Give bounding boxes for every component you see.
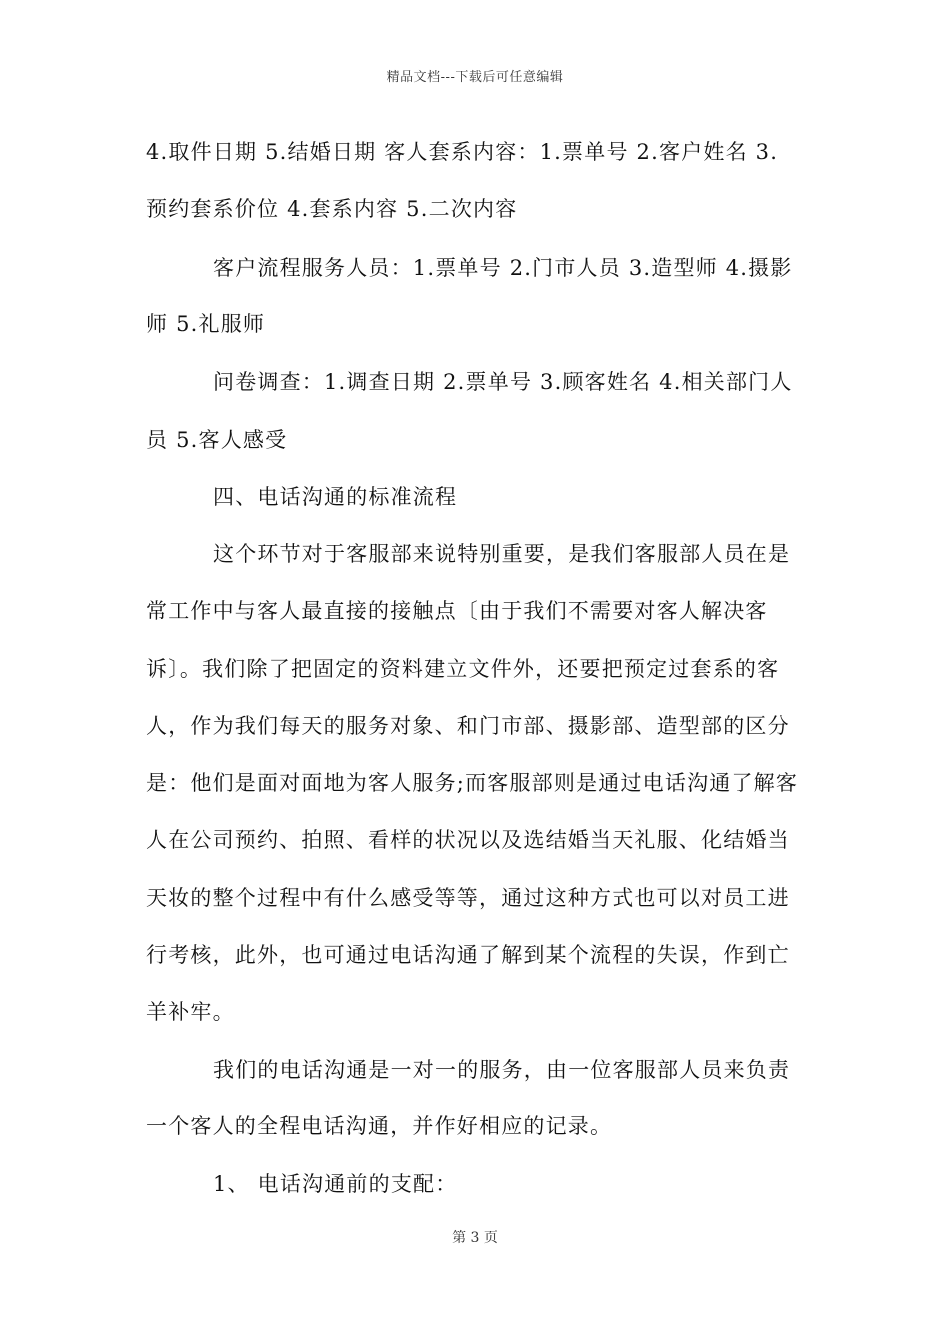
text-line: 员 5.客人感受	[146, 428, 288, 452]
page-header: 精品文档---下载后可任意编辑	[386, 70, 564, 85]
list-item-heading: 1、 电话沟通前的支配：	[213, 1172, 458, 1196]
text-line: 这个环节对于客服部来说特别重要，是我们客服部人员在是	[213, 542, 791, 566]
text-line: 行考核，此外，也可通过电话沟通了解到某个流程的失误，作到亡	[146, 943, 790, 967]
text-line: 诉〕。我们除了把固定的资料建立文件外，还要把预定过套系的客	[146, 657, 780, 681]
page-number: 第 3 页	[452, 1230, 498, 1246]
text-line: 预约套系价位 4.套系内容 5.二次内容	[146, 197, 518, 221]
text-line: 人在公司预约、拍照、看样的状况以及选结婚当天礼服、化结婚当	[146, 828, 790, 852]
text-line: 4.取件日期 5.结婚日期 客人套系内容：1.票单号 2.客户姓名 3.	[146, 140, 779, 164]
section-heading: 四、电话沟通的标准流程	[213, 485, 458, 509]
text-line: 我们的电话沟通是一对一的服务，由一位客服部人员来负责	[213, 1058, 791, 1082]
text-line: 一个客人的全程电话沟通，并作好相应的记录。	[146, 1114, 613, 1138]
text-line: 人，作为我们每天的服务对象、和门市部、摄影部、造型部的区分	[146, 714, 790, 738]
text-line: 羊补牢。	[146, 1000, 235, 1024]
text-line: 问卷调查：1.调查日期 2.票单号 3.顾客姓名 4.相关部门人	[213, 370, 793, 394]
text-line: 常工作中与客人最直接的接触点〔由于我们不需要对客人解决客	[146, 599, 768, 623]
text-line: 师 5.礼服师	[146, 312, 266, 336]
text-line: 客户流程服务人员：1.票单号 2.门市人员 3.造型师 4.摄影	[213, 256, 793, 280]
text-line: 是：他们是面对面地为客人服务;而客服部则是通过电话沟通了解客	[146, 771, 799, 795]
text-line: 天妆的整个过程中有什么感受等等，通过这种方式也可以对员工进	[146, 886, 790, 910]
